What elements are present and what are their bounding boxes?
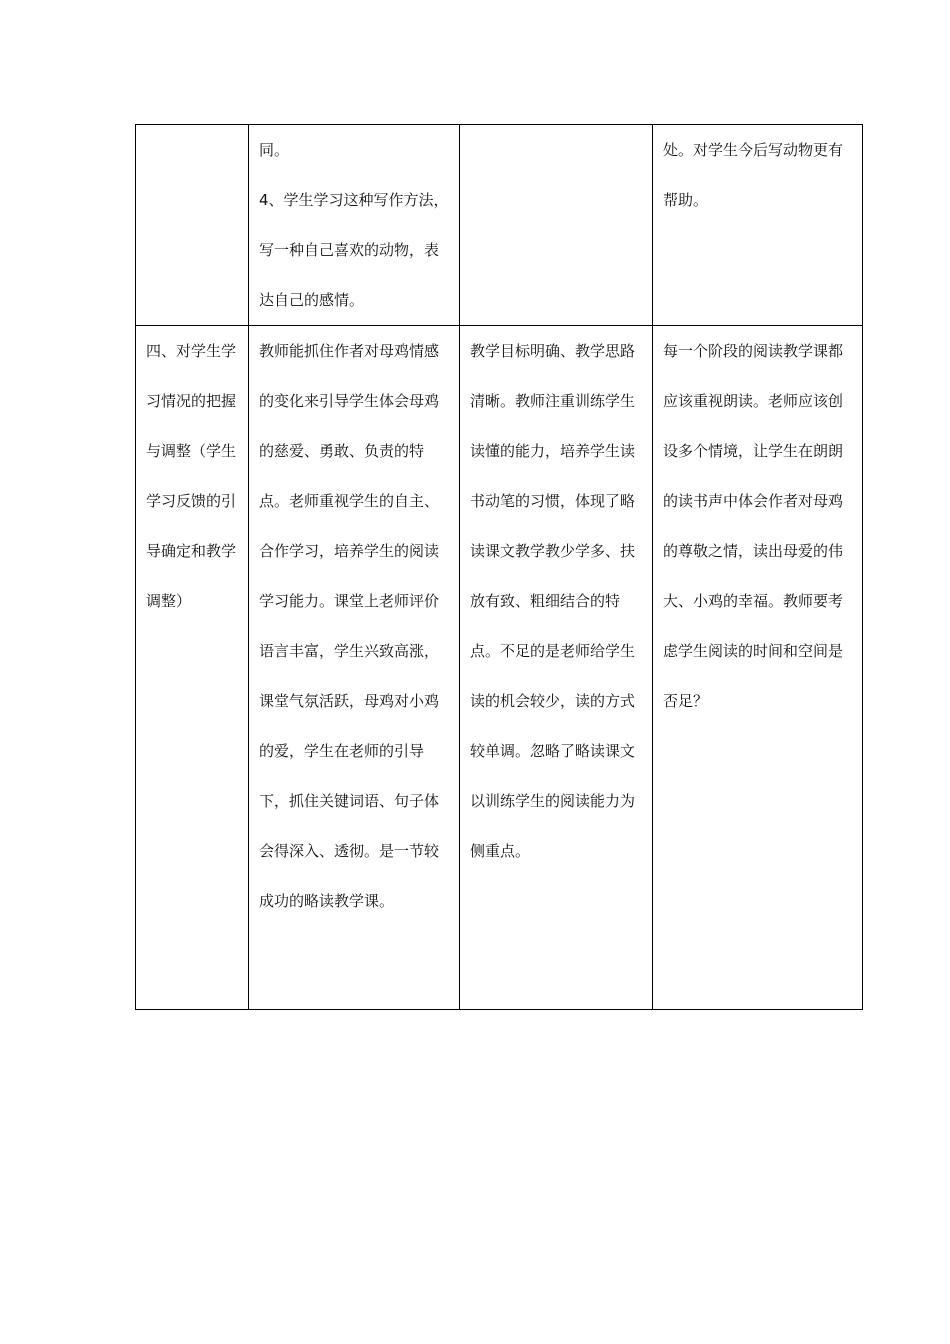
table-cell-stage	[136, 326, 249, 1010]
table-cell-description	[249, 326, 460, 1010]
table-cell-suggestion	[653, 326, 863, 1010]
cell-text: 四、对学生学习情况的把握与调整（学生学习反馈的引导确定和教学调整）	[146, 342, 237, 610]
table-row	[136, 125, 863, 326]
cell-text: 教学目标明确、教学思路清晰。教师注重训练学生读懂的能力，培养学生读书动笔的习惯，体现了略读课文教学教少学多、扶放有致、粗细结合的特点。不足的是老师给学生读的机会较少，读的方式较单调。忽略了略读课文以训练学生的阅读能力为侧重点。	[470, 342, 636, 860]
cell-text: 处。对学生今后写动物更有帮助。	[663, 141, 844, 209]
evaluation-table	[135, 124, 863, 1010]
table-cell-suggestion	[653, 125, 863, 326]
paragraph: 同。	[259, 141, 290, 159]
table-cell-stage	[136, 125, 249, 326]
cell-text-block	[249, 125, 459, 325]
cell-text: 教师能抓住作者对母鸡情感的变化来引导学生体会母鸡的慈爱、勇敢、负责的特点。老师重视学生的自主、合作学习，培养学生的阅读学习能力。课堂上老师评价语言丰富，学生兴致高涨，课堂气氛活跃，母鸡对小鸡的爱，学生在老师的引导下，抓住关键词语、句子体会得深入、透彻。是一节较成功的略读教学课。	[259, 342, 440, 910]
cell-text: 每一个阶段的阅读教学课都应该重视朗读。老师应该创设多个情境，让学生在朗朗的读书声中体会作者对母鸡的尊敬之情，读出母爱的伟大、小鸡的幸福。教师要考虑学生阅读的时间和空间是否足？	[663, 342, 844, 710]
table-cell-evaluation	[460, 326, 653, 1010]
table-cell-description	[249, 125, 460, 326]
paragraph: 4、学生学习这种写作方法，写一种自己喜欢的动物，表达自己的感情。	[259, 191, 449, 309]
table-cell-evaluation	[460, 125, 653, 326]
table-row	[136, 326, 863, 1010]
